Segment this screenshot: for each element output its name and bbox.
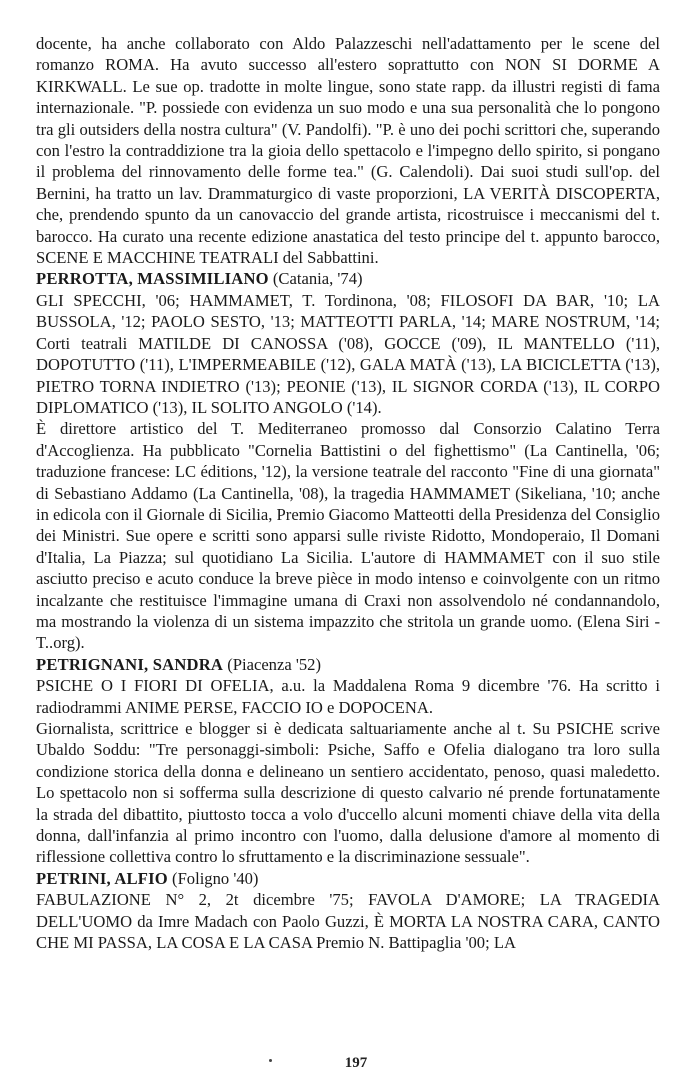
entry-heading <box>36 868 660 889</box>
entry-origin: (Foligno '40) <box>167 868 259 888</box>
entry-works: GLI SPECCHI, '06; HAMMAMET, T. Tordinona, '08; FILOSOFI DA BAR, '10; LA BUSSOLA, '12; PAOLO SESTO, '13; MATTEOTTI PARLA, '14; MARE NOSTRUM, '14; Corti teatrali MATILDE DI CANOSSA ('08), GOCCE ('09), IL MANTELLO ('11), DOPOTUTTO ('11), L'IMPERMEABILE ('12), GALA MATÀ ('13), LA BICICLETTA ('13), PIETRO TORNA INDIETRO ('13); PEONIE ('13), IL SIGNOR CORDA ('13), IL CORPO DIPLOMATICO ('13), IL SOLITO ANGOLO ('14). <box>36 290 660 417</box>
intro-paragraph: docente, ha anche collaborato con Aldo Palazzeschi nell'adattamento per le scene del romanzo ROMA. Ha avuto successo all'estero soprattutto con NON SI DORME A KIRKWALL. Le sue op. tradotte in molte lingue, sono state rapp. da illustri registi di fama internazionale. "P. possiede con evidenza un suo modo e una sua personalità che lo pongono tra gli outsiders della nostra cultura" (V. Pandolfi). "P. è uno dei pochi scrittori che, superando con l'estro la contraddizione tra la gioia dello spettacolo e l'impegno dello spirito, si pongano il problema del rinnovamento delle forme tea." (G. Calendoli). Dai suoi studi sull'op. del Bernini, ha tratto un lav. Drammaturgico di vaste proporzioni, LA VERITÀ DISCOPERTA, che, prendendo spunto da un canovaccio del grande artista, ricostruisce i meccanismi del t. barocco. Ha curato una recente edizione anastatica del testo principe del t. appunto barocco, SCENE E MACCHINE TEATRALI del Sabbattini. <box>36 34 660 268</box>
entry-perrotta <box>36 268 660 653</box>
entry-name: PETRINI, ALFIO <box>36 868 168 888</box>
entry-works: FABULAZIONE N° 2, 2t dicembre '75; FAVOLA D'AMORE; LA TRAGEDIA DELL'UOMO da Imre Madach con Paolo Guzzi, È MORTA LA NOSTRA CARA, CANTO CHE MI PASSA, LA COSA E LA CASA Premio N. Battipaglia '00; LA <box>36 890 660 953</box>
entry-petrini <box>36 868 660 954</box>
entry-bio: Giornalista, scrittrice e blogger si è dedicata saltuariamente anche al t. Su PSICHE scrive Ubaldo Soddu: "Tre personaggi-simboli: Psiche, Saffo e Ofelia dialogano tra loro sulla condizione storica della donna e delineano un sentiero accidentato, penoso, quasi maledetto. Lo spettacolo non si sofferma sulla descrizione di questo calvario né prende fortunatamente la strada del dibattito, piuttosto tocca a volo d'uccello alcuni momenti chiave della vita della donna, dall'infanzia al primo incontro con l'uomo, dalla delusione d'amore al momento di riflessione collettiva contro lo sfruttamento e la discriminazione sessuale". <box>36 719 660 867</box>
entry-bio: È direttore artistico del T. Mediterraneo promosso dal Consorzio Calatino Terra d'Accoglienza. Ha pubblicato "Cornelia Battistini o del fighettismo" (La Cantinella, '06; traduzione francese: LC éditions, '12), la versione teatrale del racconto "Fine di una giornata" di Sebastiano Addamo (La Cantinella, '08), la tragedia HAMMAMET (Sikeliana, '10; anche in edicola con il Giornale di Sicilia, Premio Giacomo Matteotti della Presidenza del Consiglio dei Ministri. Sue opere e scritti sono apparsi sulle riviste Ridotto, Mondoperaio, Il Domani d'Italia, La Piazza; sul quotidiano La Sicilia. L'autore di HAMMAMET con il suo stile asciutto preciso e acuto conduce la breve pièce in modo intenso e coinvolgente con un ritmo incalzante che restituisce l'immagine umana di Craxi non assolvendolo né condannandolo, ma mostrando la violenza di un sistema impazzito che stritola un grande uomo. (Elena Siri - T..org). <box>36 419 660 653</box>
page-number: 197 <box>344 1055 368 1071</box>
entry-works: PSICHE O I FIORI DI OFELIA, a.u. la Maddalena Roma 9 dicembre '76. Ha scritto i radiodrammi ANIME PERSE, FACCIO IO e DOPOCENA. <box>36 676 660 717</box>
entry-name: PERROTTA, MASSIMILIANO <box>36 269 269 289</box>
entry-petrignani <box>36 654 660 868</box>
entry-name: PETRIGNANI, SANDRA <box>36 654 224 674</box>
document-page <box>36 33 660 953</box>
entry-origin: (Catania, '74) <box>268 269 363 289</box>
entry-origin: (Piacenza '52) <box>223 654 321 674</box>
entry-heading <box>36 654 660 675</box>
entry-heading <box>36 268 660 289</box>
